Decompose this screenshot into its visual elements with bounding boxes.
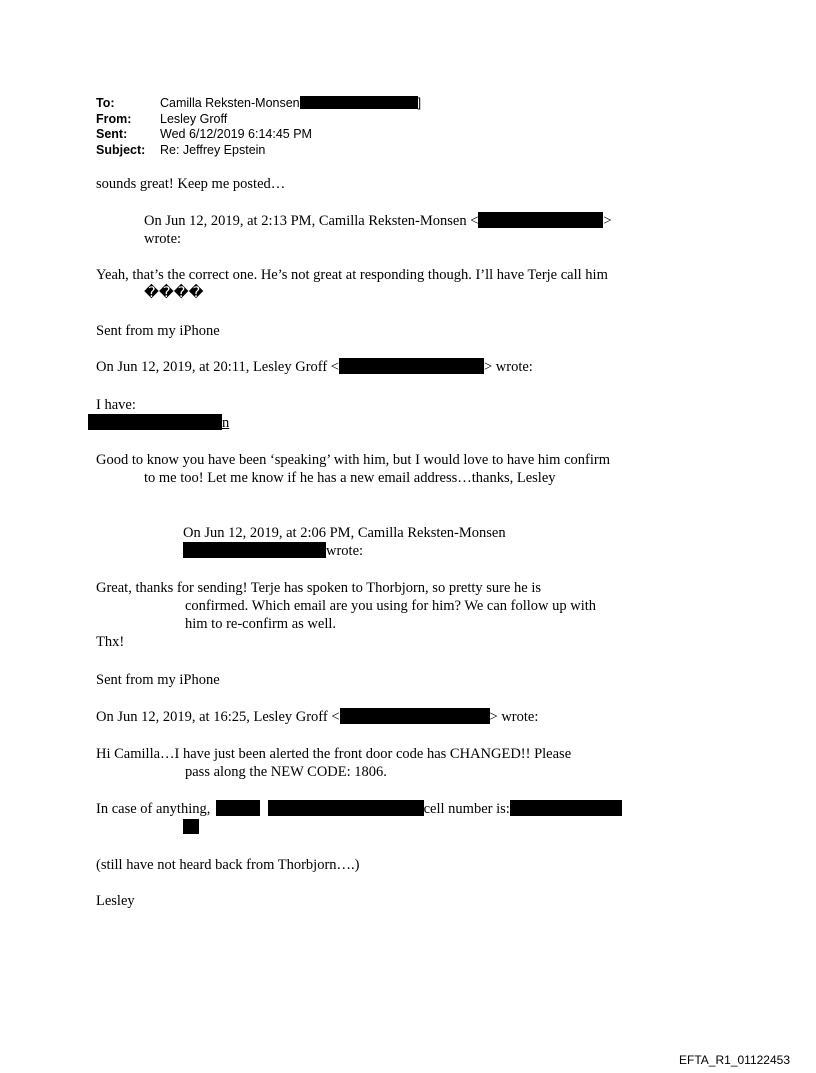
body-line: sounds great! Keep me posted… [96, 176, 286, 192]
body-line: On Jun 12, 2019, at 2:06 PM, Camilla Reksten-Monsen [183, 525, 506, 541]
email-fragment: n [222, 415, 230, 431]
quoted-header-tail: > [603, 213, 612, 229]
quoted-header-tail: > wrote: [483, 359, 533, 375]
body-line: I have: [96, 397, 136, 413]
quoted-header-line [96, 358, 533, 376]
email-header [96, 96, 421, 158]
redaction-box [300, 96, 418, 109]
redacted-email-line [88, 414, 229, 432]
body-line: to me too! Let me know if he has a new email address…thanks, Lesley [144, 470, 556, 486]
to-tail: ] [417, 96, 422, 110]
to-row [96, 96, 421, 112]
body-line: Yeah, that’s the correct one. He’s not great at responding though. I’ll have Terje call him [96, 267, 608, 283]
quoted-header-line [96, 708, 538, 726]
sent-label: Sent: [96, 127, 128, 141]
redaction-box [478, 212, 603, 228]
redaction-box [88, 414, 222, 430]
body-line: (still have not heard back from Thorbjorn….) [96, 857, 360, 873]
redaction-box [340, 708, 490, 724]
quoted-header-text: On Jun 12, 2019, at 20:11, Lesley Groff < [96, 359, 339, 375]
body-line: him to re-confirm as well. [185, 616, 336, 632]
quoted-header-line [144, 212, 612, 230]
body-text: In case of anything, [96, 801, 211, 817]
to-label: To: [96, 96, 115, 110]
redaction-box [216, 800, 260, 816]
from-label: From: [96, 111, 132, 126]
quoted-header-text: On Jun 12, 2019, at 2:13 PM, Camilla Reksten-Monsen < [144, 213, 479, 229]
quoted-header-tail: wrote: [326, 543, 364, 559]
body-line-with-redactions [96, 800, 622, 818]
quoted-header-line [183, 542, 363, 560]
to-value: Camilla Reksten-Monsen [160, 96, 300, 110]
redaction-box [183, 819, 199, 834]
body-line: Hi Camilla…I have just been alerted the front door code has CHANGED!! Please [96, 746, 572, 762]
body-line: Good to know you have been ‘speaking’ with him, but I would love to have him confirm [96, 452, 610, 468]
quoted-header-tail: > wrote: [489, 709, 539, 725]
from-row [96, 112, 421, 128]
document-id: EFTA_R1_01122453 [679, 1053, 790, 1067]
body-line: Thx! [96, 634, 125, 650]
body-line: ���� [144, 285, 204, 301]
body-text: cell number is: [423, 801, 510, 817]
subject-row [96, 143, 421, 159]
body-line: Sent from my iPhone [96, 672, 220, 688]
redaction-box [339, 358, 484, 374]
from-value: Lesley Groff [160, 111, 228, 126]
body-line: Sent from my iPhone [96, 323, 220, 339]
sent-row [96, 127, 421, 143]
body-line: confirmed. Which email are you using for him? We can follow up with [185, 598, 597, 614]
signature: Lesley [96, 893, 135, 909]
subject-label: Subject: [96, 142, 146, 157]
redaction-box [268, 800, 424, 816]
body-line: wrote: [144, 231, 182, 247]
redaction-box [510, 800, 622, 816]
body-line: Great, thanks for sending! Terje has spoken to Thorbjorn, so pretty sure he is [96, 580, 542, 596]
sent-value: Wed 6/12/2019 6:14:45 PM [160, 127, 312, 141]
subject-value: Re: Jeffrey Epstein [160, 142, 266, 157]
redaction-box [183, 542, 326, 558]
quoted-header-text: On Jun 12, 2019, at 16:25, Lesley Groff < [96, 709, 340, 725]
body-line: pass along the NEW CODE: 1806. [185, 764, 387, 780]
